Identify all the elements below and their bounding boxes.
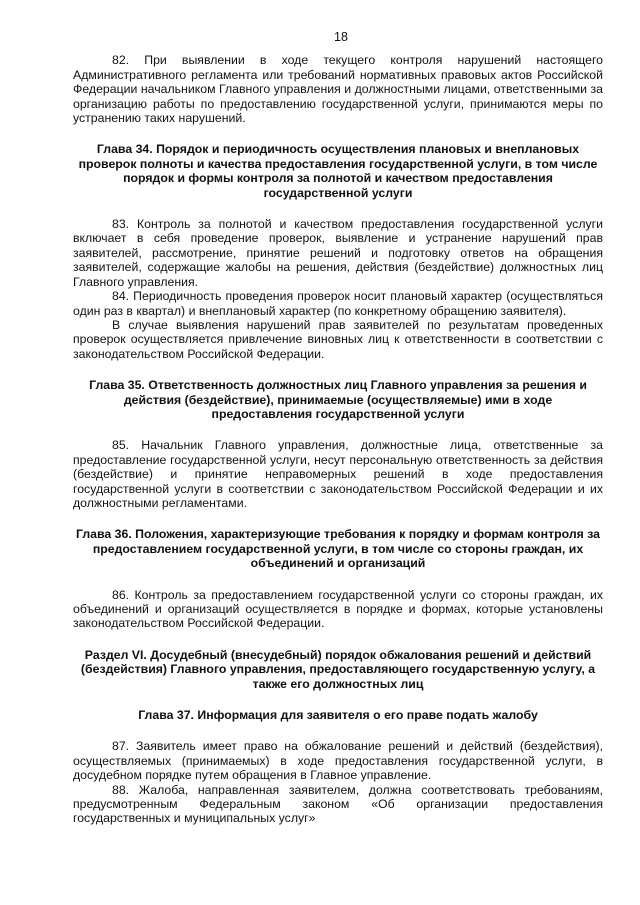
paragraph-83: 83. Контроль за полнотой и качеством предоставления государственной услуги включает в себя проведение проверок, выявление и устранение нарушений прав заявителей, рассмотрение, принятие решений и подготовку ответов на обращения заявителей, содержащие жалобы на решения, действия (бездействие) должностных лиц Главного управления. <box>73 217 603 289</box>
paragraph-82: 82. При выявлении в ходе текущего контроля нарушений настоящего Административного регламента или требований нормативных правовых актов Российской Федерации начальником Главного управления и должностными лицами, ответственными за организацию работы по предоставлению государственной услуги, принимаются меры по устранению таких нарушений. <box>73 53 603 126</box>
heading-chapter-34: Глава 34. Порядок и периодичность осуществления плановых и внеплановых проверок полноты и качества предоставления государственной услуги, в том числе порядок и формы контроля за полнотой и качеством предоставления государственной услуги <box>78 142 598 200</box>
paragraph-88: 88. Жалоба, направленная заявителем, должна соответствовать требованиям, предусмотренным Федеральным законом «Об организации предоставления государственных и муниципальных услуг» <box>73 782 603 826</box>
paragraph-88-clip <box>73 782 603 826</box>
paragraph-85: 85. Начальник Главного управления, должностные лица, ответственные за предоставление государственной услуги, несут персональную ответственность за действия (бездействие) и принятие неправомерных решений в ходе предоставления государственной услуги в соответствии с законодательством Российской Федерации и их должностными регламентами. <box>73 438 603 510</box>
paragraph-84: 84. Периодичность проведения проверок носит плановый характер (осуществляться один раз в квартал) и внеплановый характер (по конкретному обращению заявителя). <box>73 289 603 318</box>
heading-chapter-35: Глава 35. Ответственность должностных лиц Главного управления за решения и действия (бездействие), принимаемые (осуществляемые) ими в ходе предоставления государственной услуги <box>89 378 587 421</box>
heading-chapter-37: Глава 37. Информация для заявителя о его праве подать жалобу <box>138 708 538 723</box>
heading-chapter-36: Глава 36. Положения, характеризующие требования к порядку и формам контроля за предоставлением государственной услуги, в том числе со стороны граждан, их объединений и организаций <box>75 527 601 571</box>
heading-section-6: Раздел VI. Досудебный (внесудебный) порядок обжалования решений и действий (бездействия) Главного управления, предоставляющего государственную услугу, а также его должностных лиц <box>80 647 596 691</box>
paragraph-87: 87. Заявитель имеет право на обжалование решений и действий (бездействия), осуществляемых (принимаемых) в ходе предоставления государственной услуги, в досудебном порядке путем обращения в Главное управление. <box>73 739 603 783</box>
paragraph-86: 86. Контроль за предоставлением государственной услуги со стороны граждан, их объединений и организаций осуществляется в порядке и формах, которые установлены законодательством Российской Федерации. <box>73 587 603 631</box>
page-number: 18 <box>334 30 348 44</box>
document-page <box>73 30 603 826</box>
paragraph-violations: В случае выявления нарушений прав заявителей по результатам проведенных проверок осуществляется привлечение виновных лиц к ответственности в соответствии с законодательством Российской Федерации. <box>73 317 603 361</box>
